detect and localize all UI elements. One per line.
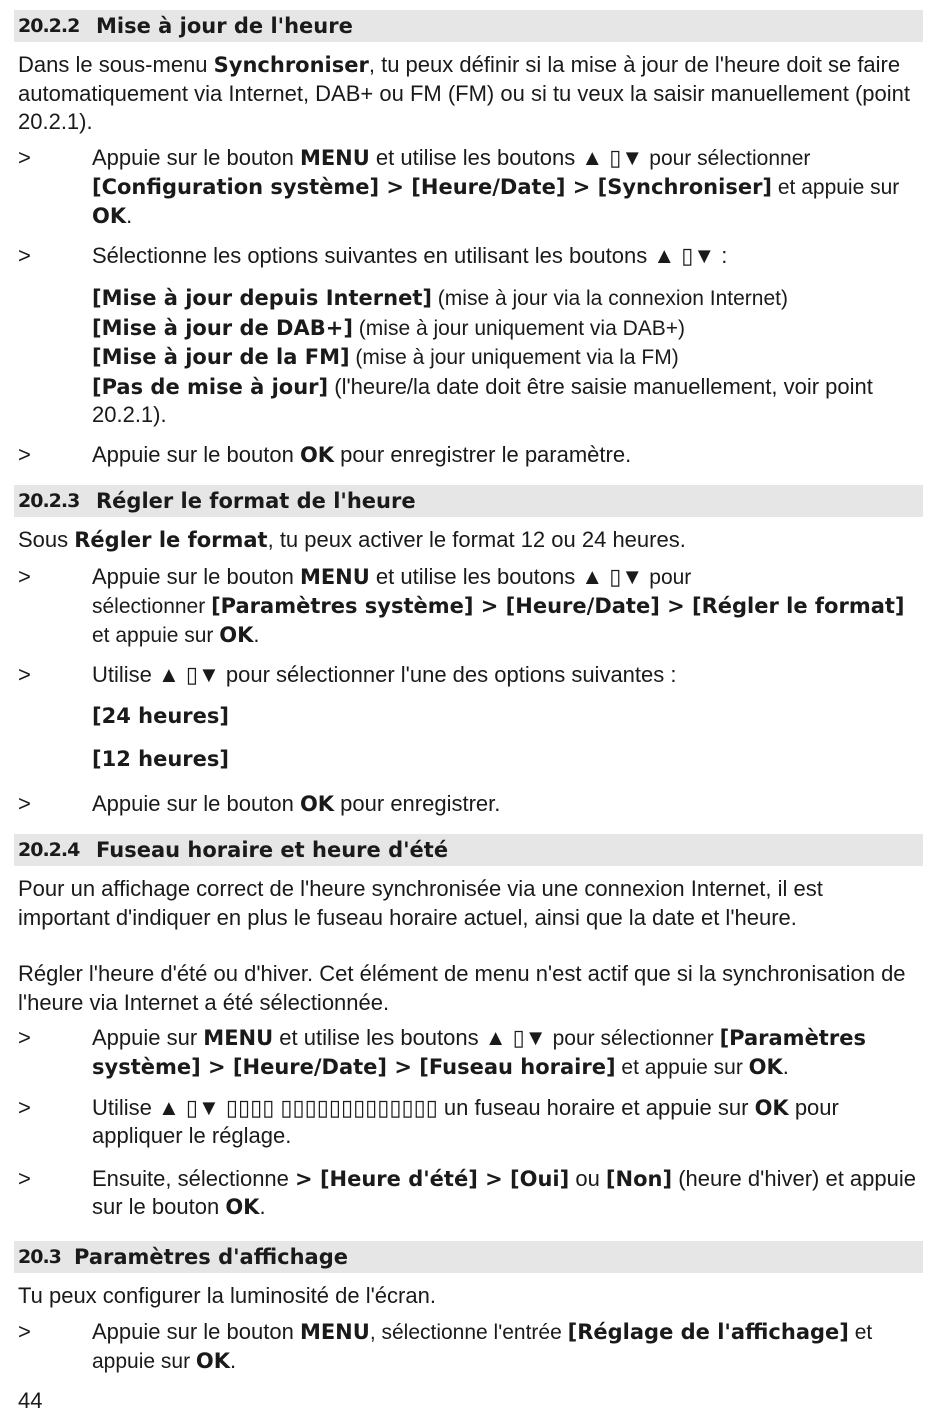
text: Appuie sur <box>92 1025 204 1050</box>
bullet-marker: > <box>18 243 31 268</box>
text: . <box>253 622 260 647</box>
menu-key: MENU <box>203 1026 274 1050</box>
text: Appuie sur le bouton <box>92 145 300 170</box>
text: pour sélectionner <box>649 147 811 170</box>
option-list <box>92 284 927 430</box>
section-title: Paramètres d'affichage <box>74 1245 348 1269</box>
bullet-marker: > <box>18 1166 31 1191</box>
intro-paragraph: Tu peux configurer la luminosité de l'écran. <box>18 1283 436 1308</box>
ok-key: OK <box>748 1055 783 1079</box>
section-heading-20-2-3 <box>14 485 923 517</box>
page-number: 44 <box>18 1388 43 1413</box>
section-heading-20-3 <box>14 1241 923 1273</box>
text: , tu peux définir si la mise à jour de l'heure doit se faire automatiquement via Internet, DAB+ ou FM (FM) ou si tu veux la saisir manuellement (point 20.2.1). <box>18 52 910 134</box>
list-item-text: Sélectionne les options suivantes en utilisant les boutons ▲ ▯▼ : <box>92 243 728 268</box>
section-title: Régler le format de l'heure <box>96 489 416 513</box>
text: (heure d'hiver) et appuie sur le bouton <box>92 1166 916 1219</box>
section-heading-20-2-2 <box>14 10 923 42</box>
text: pour appliquer le réglage. <box>92 1095 839 1148</box>
text: Appuie sur le bouton <box>92 442 300 467</box>
ok-key: OK <box>225 1195 260 1219</box>
section-number: 20.2.2 <box>18 15 80 37</box>
text: . <box>259 1194 266 1219</box>
list-item-text <box>92 1024 927 1082</box>
text: et appuie sur <box>772 176 900 199</box>
menu-path: > [Heure d'été] > [Oui] <box>295 1167 570 1191</box>
bullet-marker: > <box>18 1025 31 1050</box>
text: pour <box>649 566 692 589</box>
option-24-heures: [24 heures] <box>92 704 229 728</box>
text: . <box>230 1348 237 1373</box>
list-item-text <box>92 144 927 230</box>
bullet-marker: > <box>18 1319 31 1344</box>
menu-path: [Configuration système] > [Heure/Date] > [Synchroniser] <box>92 175 773 199</box>
menu-term: Synchroniser <box>213 53 369 77</box>
section-heading-20-2-4 <box>14 834 923 866</box>
section-number: 20.2.3 <box>18 490 80 512</box>
option-item <box>92 314 927 344</box>
section-title: Fuseau horaire et heure d'été <box>96 838 449 862</box>
bullet-marker: > <box>18 1095 31 1120</box>
option-label: [Pas de mise à jour] <box>92 374 329 399</box>
option-description: (mise à jour uniquement via DAB+) <box>352 316 686 340</box>
list-item-text <box>92 790 927 818</box>
menu-key: MENU <box>299 565 370 589</box>
text: et utilise les boutons ▲ ▯▼ <box>273 1025 553 1050</box>
bullet-marker: > <box>18 791 31 816</box>
ok-key: OK <box>219 623 254 647</box>
bullet-marker: > <box>18 442 31 467</box>
menu-key: MENU <box>299 1320 370 1344</box>
list-item-text <box>92 1094 927 1150</box>
option-item <box>92 284 927 314</box>
option-label: [Mise à jour de DAB+] <box>92 315 353 340</box>
paragraph: Régler l'heure d'été ou d'hiver. Cet élément de menu n'est actif que si la synchronisation de l'heure via Internet a été sélectionnée. <box>18 961 906 1015</box>
text: pour enregistrer le paramètre. <box>334 442 632 467</box>
ok-key: OK <box>299 792 335 816</box>
menu-entry: [Réglage de l'affichage] <box>567 1320 849 1344</box>
text: pour enregistrer. <box>334 791 501 816</box>
text: Sous <box>18 527 75 552</box>
text: et utilise les boutons ▲ ▯▼ <box>369 564 650 589</box>
section-title: Mise à jour de l'heure <box>96 14 353 38</box>
option-item <box>92 373 927 430</box>
text: pour sélectionner <box>552 1027 720 1050</box>
text: et appuie sur <box>92 624 220 647</box>
bullet-marker: > <box>18 662 31 687</box>
menu-path: [Paramètres système] > [Heure/Date] > [Fuseau horaire] <box>92 1026 866 1079</box>
bullet-marker: > <box>18 145 31 170</box>
text: . <box>126 203 133 228</box>
text: Appuie sur le bouton <box>92 1319 300 1344</box>
intro-paragraph <box>18 526 933 555</box>
option-item <box>92 343 927 373</box>
text: sélectionner <box>92 595 212 618</box>
text: Ensuite, sélectionne <box>92 1166 296 1191</box>
text: et utilise les boutons ▲ ▯▼ <box>369 145 650 170</box>
list-item-text <box>92 563 927 650</box>
menu-term: Régler le format <box>74 528 268 552</box>
list-item-text <box>92 441 927 469</box>
text: Dans le sous-menu <box>18 52 214 77</box>
menu-option: [Non] <box>605 1167 673 1191</box>
menu-key: MENU <box>299 146 370 170</box>
text: et appuie sur <box>92 1321 873 1373</box>
bullet-marker: > <box>18 564 31 589</box>
menu-path: [Paramètres système] > [Heure/Date] > [Régler le format] <box>211 594 905 618</box>
paragraph: Pour un affichage correct de l'heure synchronisée via une connexion Internet, il est important d'indiquer en plus le fuseau horaire actuel, ainsi que la date et l'heure. <box>18 876 823 930</box>
intro-paragraph <box>18 51 933 137</box>
text: , sélectionne l'entrée <box>369 1321 568 1344</box>
text: Appuie sur le bouton <box>92 791 300 816</box>
list-item-text <box>92 1165 927 1221</box>
option-description: (l'heure/la date doit être saisie manuellement, voir point 20.2.1). <box>92 373 873 427</box>
ok-key: OK <box>754 1096 789 1120</box>
ok-key: OK <box>92 204 127 228</box>
option-description: (mise à jour via la connexion Internet) <box>431 287 788 310</box>
ok-key: OK <box>195 1349 231 1373</box>
ok-key: OK <box>299 443 335 467</box>
text: . <box>782 1054 789 1079</box>
section-number: 20.3 <box>18 1246 61 1268</box>
text: Utilise ▲ ▯▼ ▯▯▯▯ ▯▯▯▯▯▯▯▯▯▯▯▯▯ un fuseau horaire et appuie sur <box>92 1095 755 1120</box>
list-item-text <box>92 1318 927 1376</box>
list-item-text: Utilise ▲ ▯▼ pour sélectionner l'une des options suivantes : <box>92 662 677 687</box>
text: ou <box>569 1166 606 1191</box>
text: et appuie sur <box>615 1056 749 1079</box>
option-description: (mise à jour uniquement via la FM) <box>349 346 679 369</box>
text: , tu peux activer le format 12 ou 24 heures. <box>267 527 686 552</box>
option-12-heures: [12 heures] <box>92 747 229 771</box>
option-label: [Mise à jour de la FM] <box>92 345 350 369</box>
text: Appuie sur le bouton <box>92 564 300 589</box>
section-number: 20.2.4 <box>18 839 80 861</box>
option-label: [Mise à jour depuis Internet] <box>92 286 432 310</box>
